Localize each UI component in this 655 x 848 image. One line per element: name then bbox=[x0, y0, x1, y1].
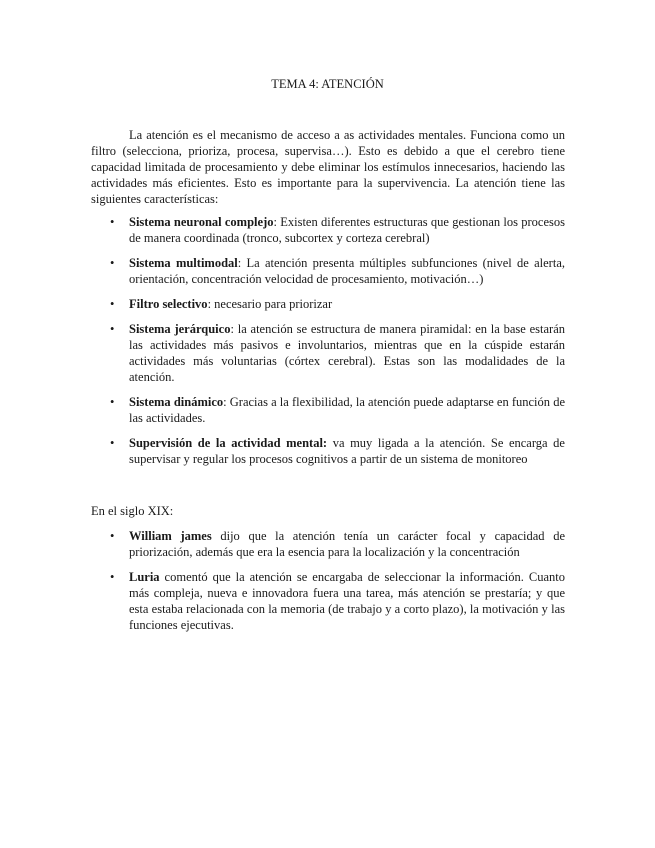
intro-paragraph: La atención es el mecanismo de acceso a as actividades mentales. Funciona como un filtro (selecciona, prioriza, procesa, supervisa…). Esto es debido a que el cerebro tiene capacidad limitada de procesamiento y debe eliminar los estímulos innecesarios, haciendo las actividades más eficientes. Esto es importante para la supervivencia. La atención tiene las siguientes características: bbox=[91, 128, 565, 206]
item-text: : necesario para priorizar bbox=[207, 297, 333, 311]
characteristics-list bbox=[91, 214, 565, 476]
section-heading: En el siglo XIX: bbox=[91, 504, 174, 518]
item-term: Filtro selectivo bbox=[129, 297, 208, 311]
list-item bbox=[91, 528, 565, 560]
item-text: : Gracias a la flexibilidad, la atención puede adaptarse en función de las actividades. bbox=[129, 395, 565, 425]
bullet-icon: • bbox=[110, 215, 115, 229]
list-item bbox=[91, 435, 565, 467]
bullet-icon: • bbox=[110, 297, 115, 311]
item-text: : la atención se estructura de manera piramidal: en la base estarán las actividades más pasivos e involuntarios, mientras que en la cúspide estarán actividades más voluntarias (córtex cerebral). Estas son las modalidades de la atención. bbox=[129, 322, 566, 384]
item-text: dijo que la atención tenía un carácter focal y capacidad de priorización, además que era la esencia para la localización y la concentración bbox=[129, 529, 565, 559]
authors-list bbox=[91, 528, 565, 642]
item-text: : La atención presenta múltiples subfunciones (nivel de alerta, orientación, concentración velocidad de procesamiento, motivación…) bbox=[129, 256, 565, 286]
bullet-icon: • bbox=[110, 529, 115, 543]
list-item bbox=[91, 214, 565, 246]
bullet-icon: • bbox=[110, 256, 115, 270]
item-term: Sistema multimodal bbox=[129, 256, 238, 270]
item-text: comentó que la atención se encargaba de seleccionar la información. Cuanto más compleja, nueva e innovadora fuera una tarea, más atención se prestaría; y que esta estaba relacionada con la memoria (de trabajo y a corto plazo), la motivación y las funciones ejecutivas. bbox=[129, 570, 565, 632]
item-term: Luria bbox=[129, 570, 160, 584]
page-title: TEMA 4: ATENCIÓN bbox=[271, 77, 384, 91]
bullet-icon: • bbox=[110, 570, 115, 584]
bullet-icon: • bbox=[110, 436, 115, 450]
bullet-icon: • bbox=[110, 395, 115, 409]
item-text: : Existen diferentes estructuras que gestionan los procesos de manera coordinada (tronco, subcortex y corteza cerebral) bbox=[129, 215, 565, 245]
list-item bbox=[91, 255, 565, 287]
item-term: Sistema neuronal complejo bbox=[129, 215, 274, 229]
list-item bbox=[91, 321, 565, 385]
item-term: William james bbox=[129, 529, 212, 543]
list-item bbox=[91, 394, 565, 426]
list-item bbox=[91, 569, 565, 633]
bullet-icon: • bbox=[110, 322, 115, 336]
item-term: Sistema dinámico bbox=[129, 395, 224, 409]
item-text: va muy ligada a la atención. Se encarga de supervisar y regular los procesos cognitivos a partir de un sistema de monitoreo bbox=[129, 436, 565, 466]
item-term: Sistema jerárquico bbox=[129, 322, 231, 336]
list-item bbox=[91, 296, 565, 312]
item-term: Supervisión de la actividad mental: bbox=[129, 436, 328, 450]
